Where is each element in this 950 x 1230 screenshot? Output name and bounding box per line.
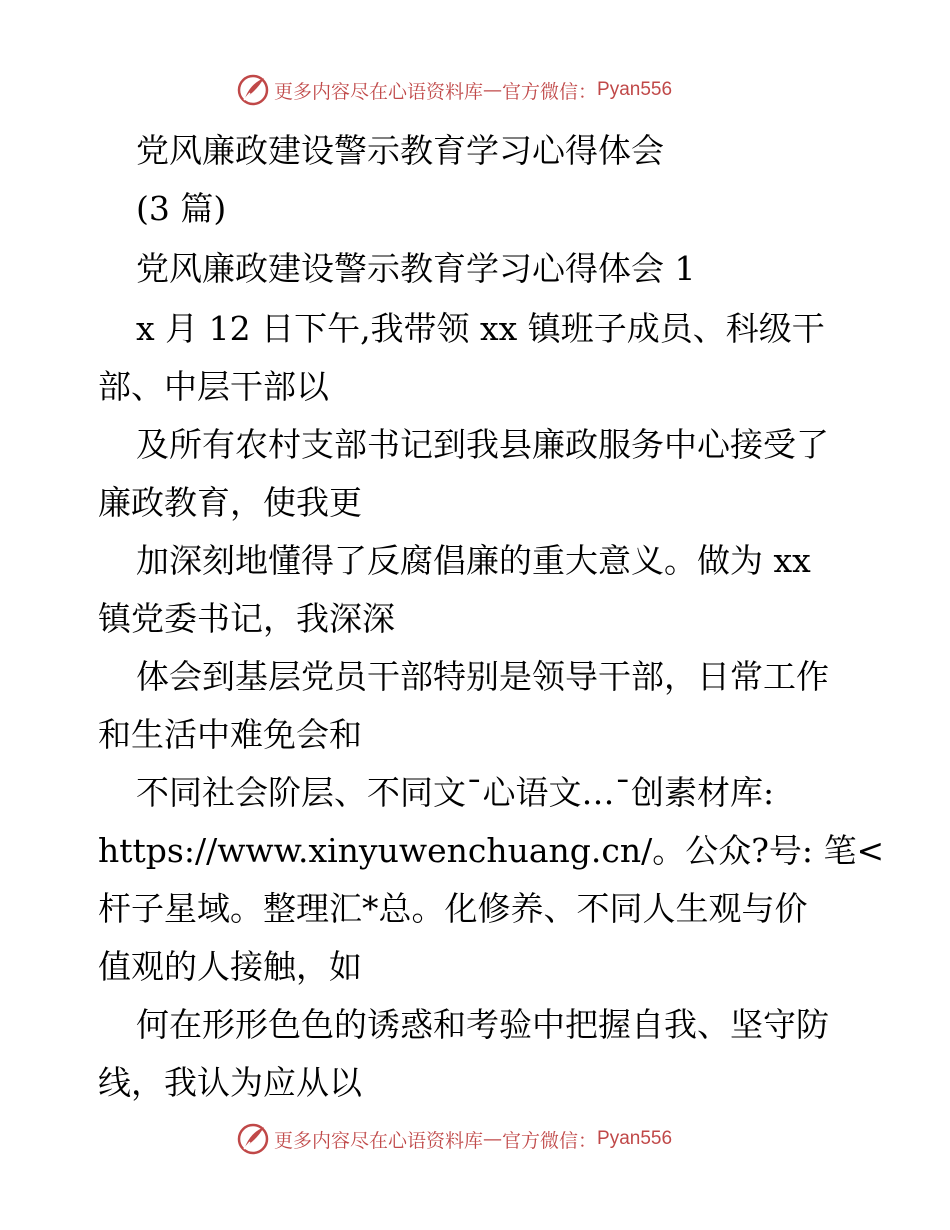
document-title-line-2: (3 篇) xyxy=(136,189,227,228)
banner-text: 更多内容尽在心语资料库 xyxy=(274,1129,484,1152)
paragraph-line: x 月 12 日下午,我带领 xx 镇班子成员、科级干 xyxy=(136,309,825,348)
paragraph-line: 部、中层干部以 xyxy=(98,367,329,406)
feather-pen-logo-icon xyxy=(236,73,270,107)
paragraph-line: 值观的人接触，如 xyxy=(98,947,362,986)
footer-banner xyxy=(236,1121,672,1157)
paragraph-line: 和生活中难免会和 xyxy=(98,715,362,754)
paragraph-line: 加深刻地懂得了反腐倡廉的重大意义。做为 xx xyxy=(136,541,811,580)
banner-wechat-label: 官方微信： xyxy=(502,1129,598,1152)
paragraph-line: 廉政教育，使我更 xyxy=(98,483,362,522)
header-banner xyxy=(236,72,672,108)
paragraph-line: 何在形形色色的诱惑和考验中把握自我、坚守防 xyxy=(136,1005,829,1044)
paragraph-line: 镇党委书记，我深深 xyxy=(98,599,395,638)
banner-text: 更多内容尽在心语资料库 xyxy=(274,80,484,103)
feather-pen-logo-icon xyxy=(236,1122,270,1156)
paragraph-line: 体会到基层党员干部特别是领导干部，日常工作 xyxy=(136,657,829,696)
banner-wechat-label: 官方微信： xyxy=(502,80,598,103)
paragraph-line: 不同社会阶层、不同文¯心语文…¯创素材库: xyxy=(136,773,775,812)
banner-dash: — xyxy=(483,1128,503,1150)
banner-dash: — xyxy=(483,79,503,101)
document-body xyxy=(98,122,885,1112)
url-line: https://www.xinyuwenchuang.cn/。公众?号: 笔< xyxy=(98,831,885,870)
banner-wechat-id: Pyan556 xyxy=(597,1128,673,1149)
section-heading: 党风廉政建设警示教育学习心得体会 1 xyxy=(136,249,696,288)
paragraph-line: 及所有农村支部书记到我县廉政服务中心接受了 xyxy=(136,425,829,464)
banner-wechat-id: Pyan556 xyxy=(597,79,673,100)
paragraph-line: 杆子星域。整理汇*总。化修养、不同人生观与价 xyxy=(98,889,808,928)
document-title-line-1: 党风廉政建设警示教育学习心得体会 xyxy=(136,131,664,170)
paragraph-line: 线，我认为应从以 xyxy=(98,1063,362,1102)
